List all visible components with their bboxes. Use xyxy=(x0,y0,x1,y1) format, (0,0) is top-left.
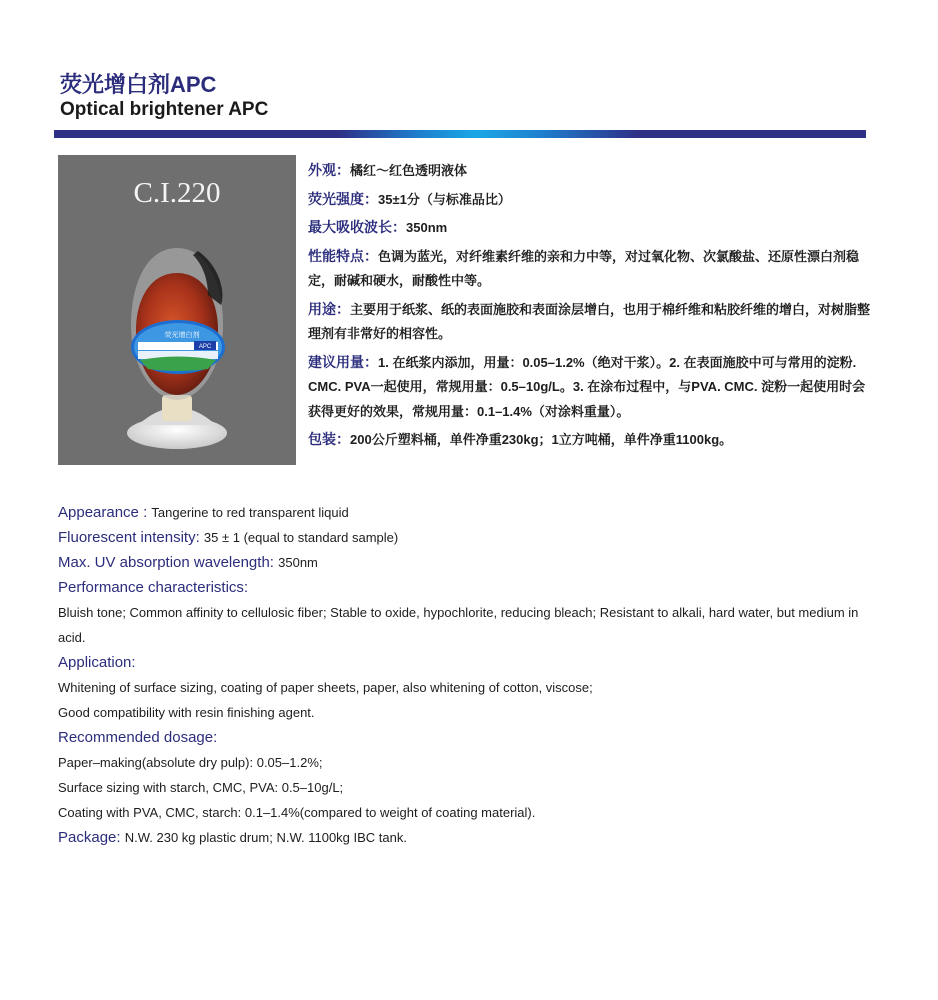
en-heading-dosage: Recommended dosage: xyxy=(58,729,218,746)
en-dosage-line: Paper–making(absolute dry pulp): 0.05–1.2%; xyxy=(58,755,323,770)
cn-spec-appearance: 外观：橘红～红色透明液体 xyxy=(308,162,468,178)
cn-spec-package: 包装：200公斤塑料桶，单件净重230kg；1立方吨桶，单件净重1100kg。 xyxy=(308,431,733,447)
svg-text:荧光增白剂: 荧光增白剂 xyxy=(164,331,200,339)
svg-text:APC: APC xyxy=(198,344,212,350)
en-application-line: Whitening of surface sizing, coating of paper sheets, paper, also whitening of cotton, viscose; xyxy=(58,680,593,695)
en-application-line: Good compatibility with resin finishing agent. xyxy=(58,705,315,720)
en-spec-appearance: Appearance : Tangerine to red transparent liquid xyxy=(58,504,349,521)
page-title-english: Optical brightener APC xyxy=(60,99,269,120)
en-heading-application: Application: xyxy=(58,654,136,671)
en-heading-performance: Performance characteristics: xyxy=(58,579,249,596)
cn-spec-dosage: 建议用量：1. 在纸浆内添加，用量：0.05–1.2%（绝对干浆）。2. 在表面施胶中可与常用的淀粉. CMC. PVA一起使用，常规用量：0.5–10g/L。3. 在涂布过程中，与PVA. CMC. 淀粉一起使用时会获得更好的效果，常规用量：0.1–1.4%（对涂料重量）。 xyxy=(308,353,866,419)
en-spec-fluorescence: Fluorescent intensity: 35 ± 1 (equal to standard sample) xyxy=(58,529,399,546)
page-title-chinese: 荧光增白剂APC xyxy=(60,72,217,97)
en-dosage-line: Coating with PVA, CMC, starch: 0.1–1.4%(compared to weight of coating material). xyxy=(58,805,536,820)
english-specifications xyxy=(58,500,878,850)
cn-spec-application: 用途：主要用于纸浆、纸的表面施胶和表面涂层增白，也用于棉纤维和粘胶纤维的增白，对树脂整理剂有非常好的相容性。 xyxy=(308,300,871,341)
en-spec-wavelength: Max. UV absorption wavelength: 350nm xyxy=(58,554,318,571)
en-dosage-line: Surface sizing with starch, CMC, PVA: 0.5–10g/L; xyxy=(58,780,344,795)
sample-bottle-image xyxy=(58,155,296,465)
cn-spec-fluorescence: 荧光强度：35±1分（与标准品比） xyxy=(308,190,511,207)
header-divider xyxy=(54,130,866,138)
cn-spec-performance: 性能特点：色调为蓝光，对纤维素纤维的亲和力中等，对过氧化物、次氯酸盐、还原性漂白剂稳定，耐碱和硬水，耐酸性中等。 xyxy=(308,247,860,288)
photo-caption: C.I.220 xyxy=(133,177,221,209)
chinese-specifications xyxy=(308,158,872,456)
en-spec-package: Package: N.W. 230 kg plastic drum; N.W. 1100kg IBC tank. xyxy=(58,829,407,846)
en-performance-text: Bluish tone; Common affinity to cellulosic fiber; Stable to oxide, hypochlorite, reducing bleach; Resistant to alkali, hard water, but medium in acid. xyxy=(58,605,859,645)
cn-spec-wavelength: 最大吸收波长：350nm xyxy=(308,219,448,235)
product-photo xyxy=(58,155,296,465)
